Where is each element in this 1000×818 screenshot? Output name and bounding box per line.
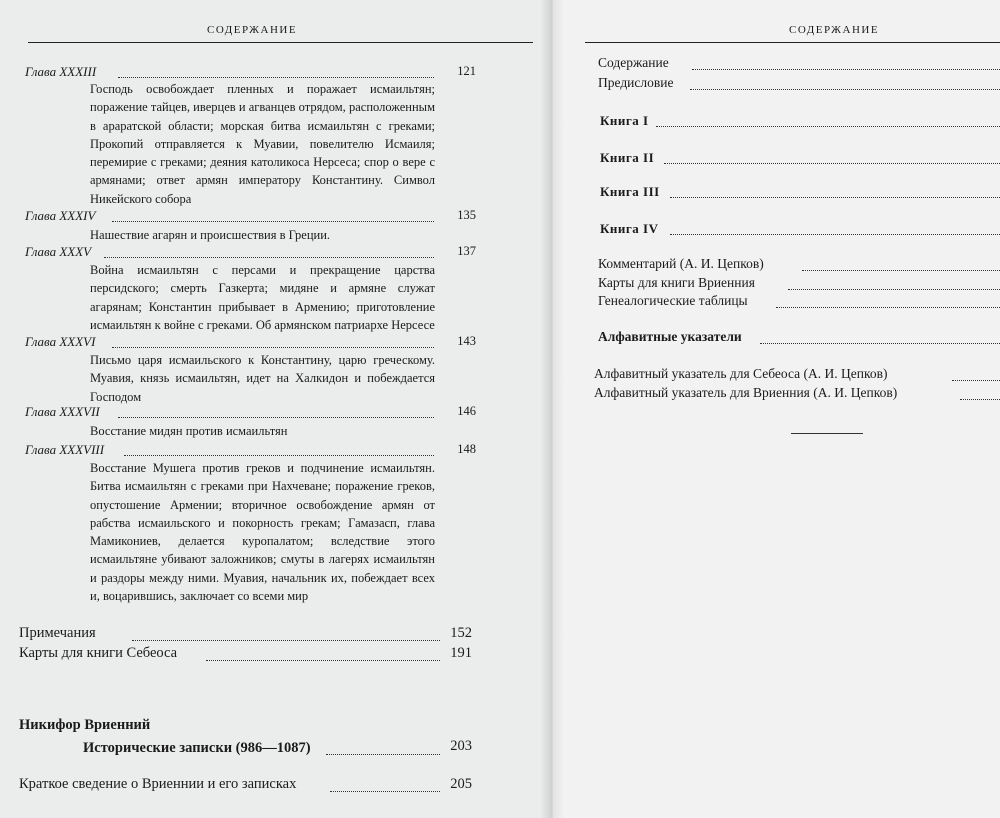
dot-leader: [776, 307, 1000, 308]
dot-leader: [326, 754, 440, 755]
dot-leader: [112, 347, 434, 348]
chapter-description: Господь освобождает пленных и поражает исмаильтян; поражение тайцев, иверцев и агванцев отрядом, расположенным в араратской области; морская битва исмаильтян с греками; Прокопий отправляется к Муавии, повелителю Исмаиля; перемирие с греками; деяния католикоса Нерсеса; спор о вере с армянами; ответ армян императору Константину. Символ Никейского собора: [90, 82, 435, 206]
dot-leader: [206, 660, 440, 661]
header-rule: [585, 42, 1000, 43]
chapter-label: Глава XXXIII: [25, 64, 97, 79]
toc-entry: Содержание: [598, 55, 669, 70]
toc-entry: Книга I: [600, 113, 649, 128]
dot-leader: [118, 77, 434, 78]
page-number: 146: [457, 404, 476, 418]
section-divider: [791, 433, 863, 434]
chapter-label: Глава XXXVI: [25, 334, 96, 349]
chapter-description: Письмо царя исмаильского к Константину, царю греческому. Муавия, князь исмаильтян, идет на Халкидон и побеждается Господом: [90, 353, 435, 404]
toc-entry: Алфавитный указатель для Вриенния (А. И. Цепков): [594, 385, 898, 400]
page-number: 143: [457, 334, 476, 348]
chapter-label: Глава XXXVIII: [25, 442, 105, 457]
dot-leader: [960, 399, 1000, 400]
dot-leader: [112, 221, 434, 222]
toc-entry: Алфавитный указатель для Себеоса (А. И. Цепков): [594, 366, 888, 381]
header-rule: [28, 42, 533, 43]
dot-leader: [664, 163, 1000, 164]
chapter-label: Глава XXXV: [25, 244, 92, 259]
work-title: Исторические записки (986—1087): [83, 740, 311, 756]
running-head: СОДЕРЖАНИЕ: [207, 24, 298, 36]
toc-entry: Комментарий (А. И. Цепков): [598, 256, 764, 271]
page-number: 148: [457, 442, 476, 456]
dot-leader: [690, 89, 1000, 90]
chapter-label: Глава XXXIV: [25, 208, 96, 223]
dot-leader: [124, 455, 434, 456]
notes-label: Примечания: [19, 625, 96, 641]
summary-label: Краткое сведение о Вриеннии и его записках: [19, 776, 297, 792]
dot-leader: [788, 289, 1000, 290]
page-number: 203: [450, 738, 472, 754]
maps-label: Карты для книги Себеоса: [19, 645, 178, 661]
dot-leader: [104, 257, 434, 258]
chapter-description: Нашествие агарян и происшествия в Греции.: [90, 228, 331, 242]
toc-entry: Книга II: [600, 150, 655, 165]
page-number: 152: [450, 625, 472, 641]
page-number: 121: [457, 64, 476, 78]
page-number: 191: [450, 645, 472, 661]
dot-leader: [692, 69, 1000, 70]
right-page: [552, 0, 1000, 818]
dot-leader: [802, 270, 1000, 271]
chapter-label: Глава XXXVII: [25, 404, 100, 419]
page-number: 135: [457, 208, 476, 222]
toc-entry: Книга IV: [600, 221, 659, 236]
dot-leader: [670, 234, 1000, 235]
chapter-description: Восстание мидян против исмаильтян: [90, 424, 288, 438]
dot-leader: [656, 126, 1000, 127]
toc-entry: Карты для книги Вриенния: [598, 275, 755, 290]
toc-section-heading: Алфавитные указатели: [598, 329, 742, 344]
author-heading: Никифор Вриенний: [19, 717, 151, 733]
dot-leader: [118, 417, 434, 418]
dot-leader: [760, 343, 1000, 344]
dot-leader: [670, 197, 1000, 198]
chapter-description: Восстание Мушега против греков и подчинение исмаильтян. Битва исмаильтян с греками при Нахчеване; поражение греков, опустошение Армении; вторичное освобождение армян от рабства исмаильского и покорность грекам; Гамазасп, глава Мамикониев, делается куропалатом; вследствие этого исмаильтяне убивают заложников; смуты в лагерях исмаильтян и раздоры между ними. Муавия, начальник их, побеждает всех и, воцарившись, заключает со всеми мир: [90, 461, 435, 604]
dot-leader: [330, 791, 440, 792]
chapter-description: Война исмаильтян с персами и прекращение царства персидского; смерть Газкерта; мидяне и армяне служат агарянам; Константин прибывает в Армению; приготовление исмаильтян к войне с греками. Об армянском патриархе Нерсесе: [90, 263, 435, 332]
page-number: 205: [450, 776, 472, 792]
toc-entry: Предисловие: [598, 75, 674, 90]
dot-leader: [132, 640, 440, 641]
running-head: СОДЕРЖАНИЕ: [789, 24, 880, 36]
page-number: 137: [457, 244, 476, 258]
toc-entry: Генеалогические таблицы: [598, 293, 748, 308]
toc-entry: Книга III: [600, 184, 660, 199]
dot-leader: [952, 380, 1000, 381]
